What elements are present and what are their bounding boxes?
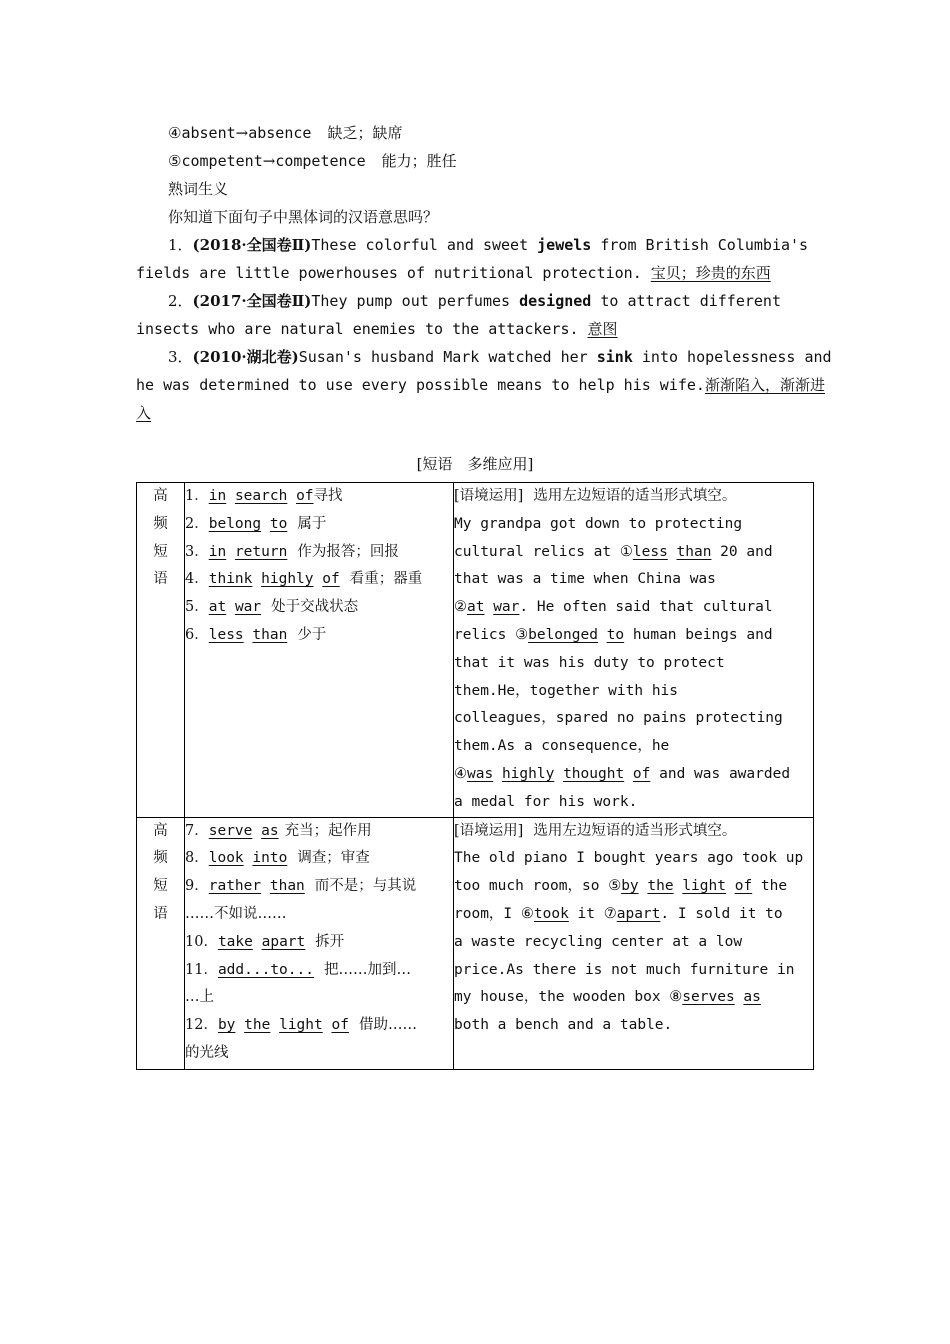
row-label: 高 频 短 语 [137,483,185,818]
sentence-3-line-1: 3．(2010·湖北卷)Susan's husband Mark watched her sink into hopelessness and [168,348,832,366]
answer: 意图 [587,320,618,338]
phrase-item: 9．rather than 而不是；与其说 [185,878,417,895]
table-row [137,483,814,818]
phrase-item: 7．serve as 充当；起作用 [185,822,372,839]
phrase-item: 2．belong to 属于 [185,515,327,532]
bold-word: jewels [537,236,592,254]
section-question: 你知道下面句子中黑体词的汉语意思吗？ [168,208,439,226]
bold-word: designed [519,292,592,310]
vocab-item-5: ⑤competent→competence 能力；胜任 [168,152,457,170]
phrase-item: 3．in return 作为报答；回报 [185,543,399,560]
sentence-2-line-1: 2．(2017·全国卷Ⅱ)They pump out perfumes designed to attract different [168,292,781,310]
sentence-2-line-2: insects who are natural enemies to the attackers. 意图 [136,320,618,338]
bold-word: sink [596,348,633,366]
answer-8: serves [682,989,735,1006]
answer-1: less [632,543,668,560]
sentence-3-line-2: he was determined to use every possible means to help his wife.渐渐陷入，渐渐进 [136,376,825,394]
phrase-list [185,483,454,818]
phrase-caption: [短语 多维应用] [416,455,534,473]
phrase-item: 12．by the light of 借助…… [185,1017,417,1034]
phrase-table [136,482,814,1070]
table-row [137,817,814,1069]
context-passage-2: [语境运用] 选用左边短语的适当形式填空。 The old piano I bought years ago took up too much room，so ⑤by the light of the room，I ⑥took it ⑦apart. I sold it to a waste recycling center at a low price.As there is not much furniture in my house，the wooden box ⑧serves as both a bench and a table. [454,817,814,1069]
phrase-item: 1．in search of寻找 [185,488,343,504]
vocab-item-4: ④absent→absence 缺乏；缺席 [168,124,403,142]
phrase-item: 5．at war 处于交战状态 [185,599,359,616]
answer-6: took [533,905,569,922]
sentence-1-line-1: 1．(2018·全国卷Ⅱ)These colorful and sweet jewels from British Columbia's [168,236,809,254]
answer-4: was [467,765,494,782]
answer: 渐渐陷入，渐渐进 [704,376,825,394]
phrase-item: 10．take apart 拆开 [185,933,345,950]
phrase-item: 11．add...to... 把……加到… [185,961,411,978]
sentence-1-line-2: fields are little powerhouses of nutritional protection. 宝贝；珍贵的东西 [136,264,771,282]
answer-2: at [467,599,485,616]
context-passage-1: [语境运用] 选用左边短语的适当形式填空。 My grandpa got down to protecting cultural relics at ①less than 20 and that was a time when China was ②at war. He often said that cultural relics ③belonged to human beings and that it was his duty to protect them.He，together with his colleagues，spared no pains protecting them.As a consequence，he ④was highly thought of and was awarded a medal for his work. [454,483,814,818]
phrase-item: 6．less than 少于 [185,626,327,643]
answer-5: by [621,878,639,895]
row-label: 高 频 短 语 [137,817,185,1069]
phrase-item: 4．think highly of 看重；器重 [185,571,423,588]
sentence-3-line-3 [136,399,151,427]
answer-continued: 入 [136,404,152,422]
phrase-item: 8．look into 调查；审查 [185,850,370,867]
phrase-list: 7．serve as 充当；起作用 8．look into 调查；审查 9．rather than 而不是；与其说 ……不如说…… 10．take apart 拆开 11．add...to... 把……加到… …上 12．by the light of 借助…… 的光线 [185,817,454,1069]
answer-3: belonged [528,626,598,643]
section-title: 熟词生义 [168,180,229,198]
answer: 宝贝；珍贵的东西 [650,264,771,282]
answer-7: apart [616,905,661,922]
